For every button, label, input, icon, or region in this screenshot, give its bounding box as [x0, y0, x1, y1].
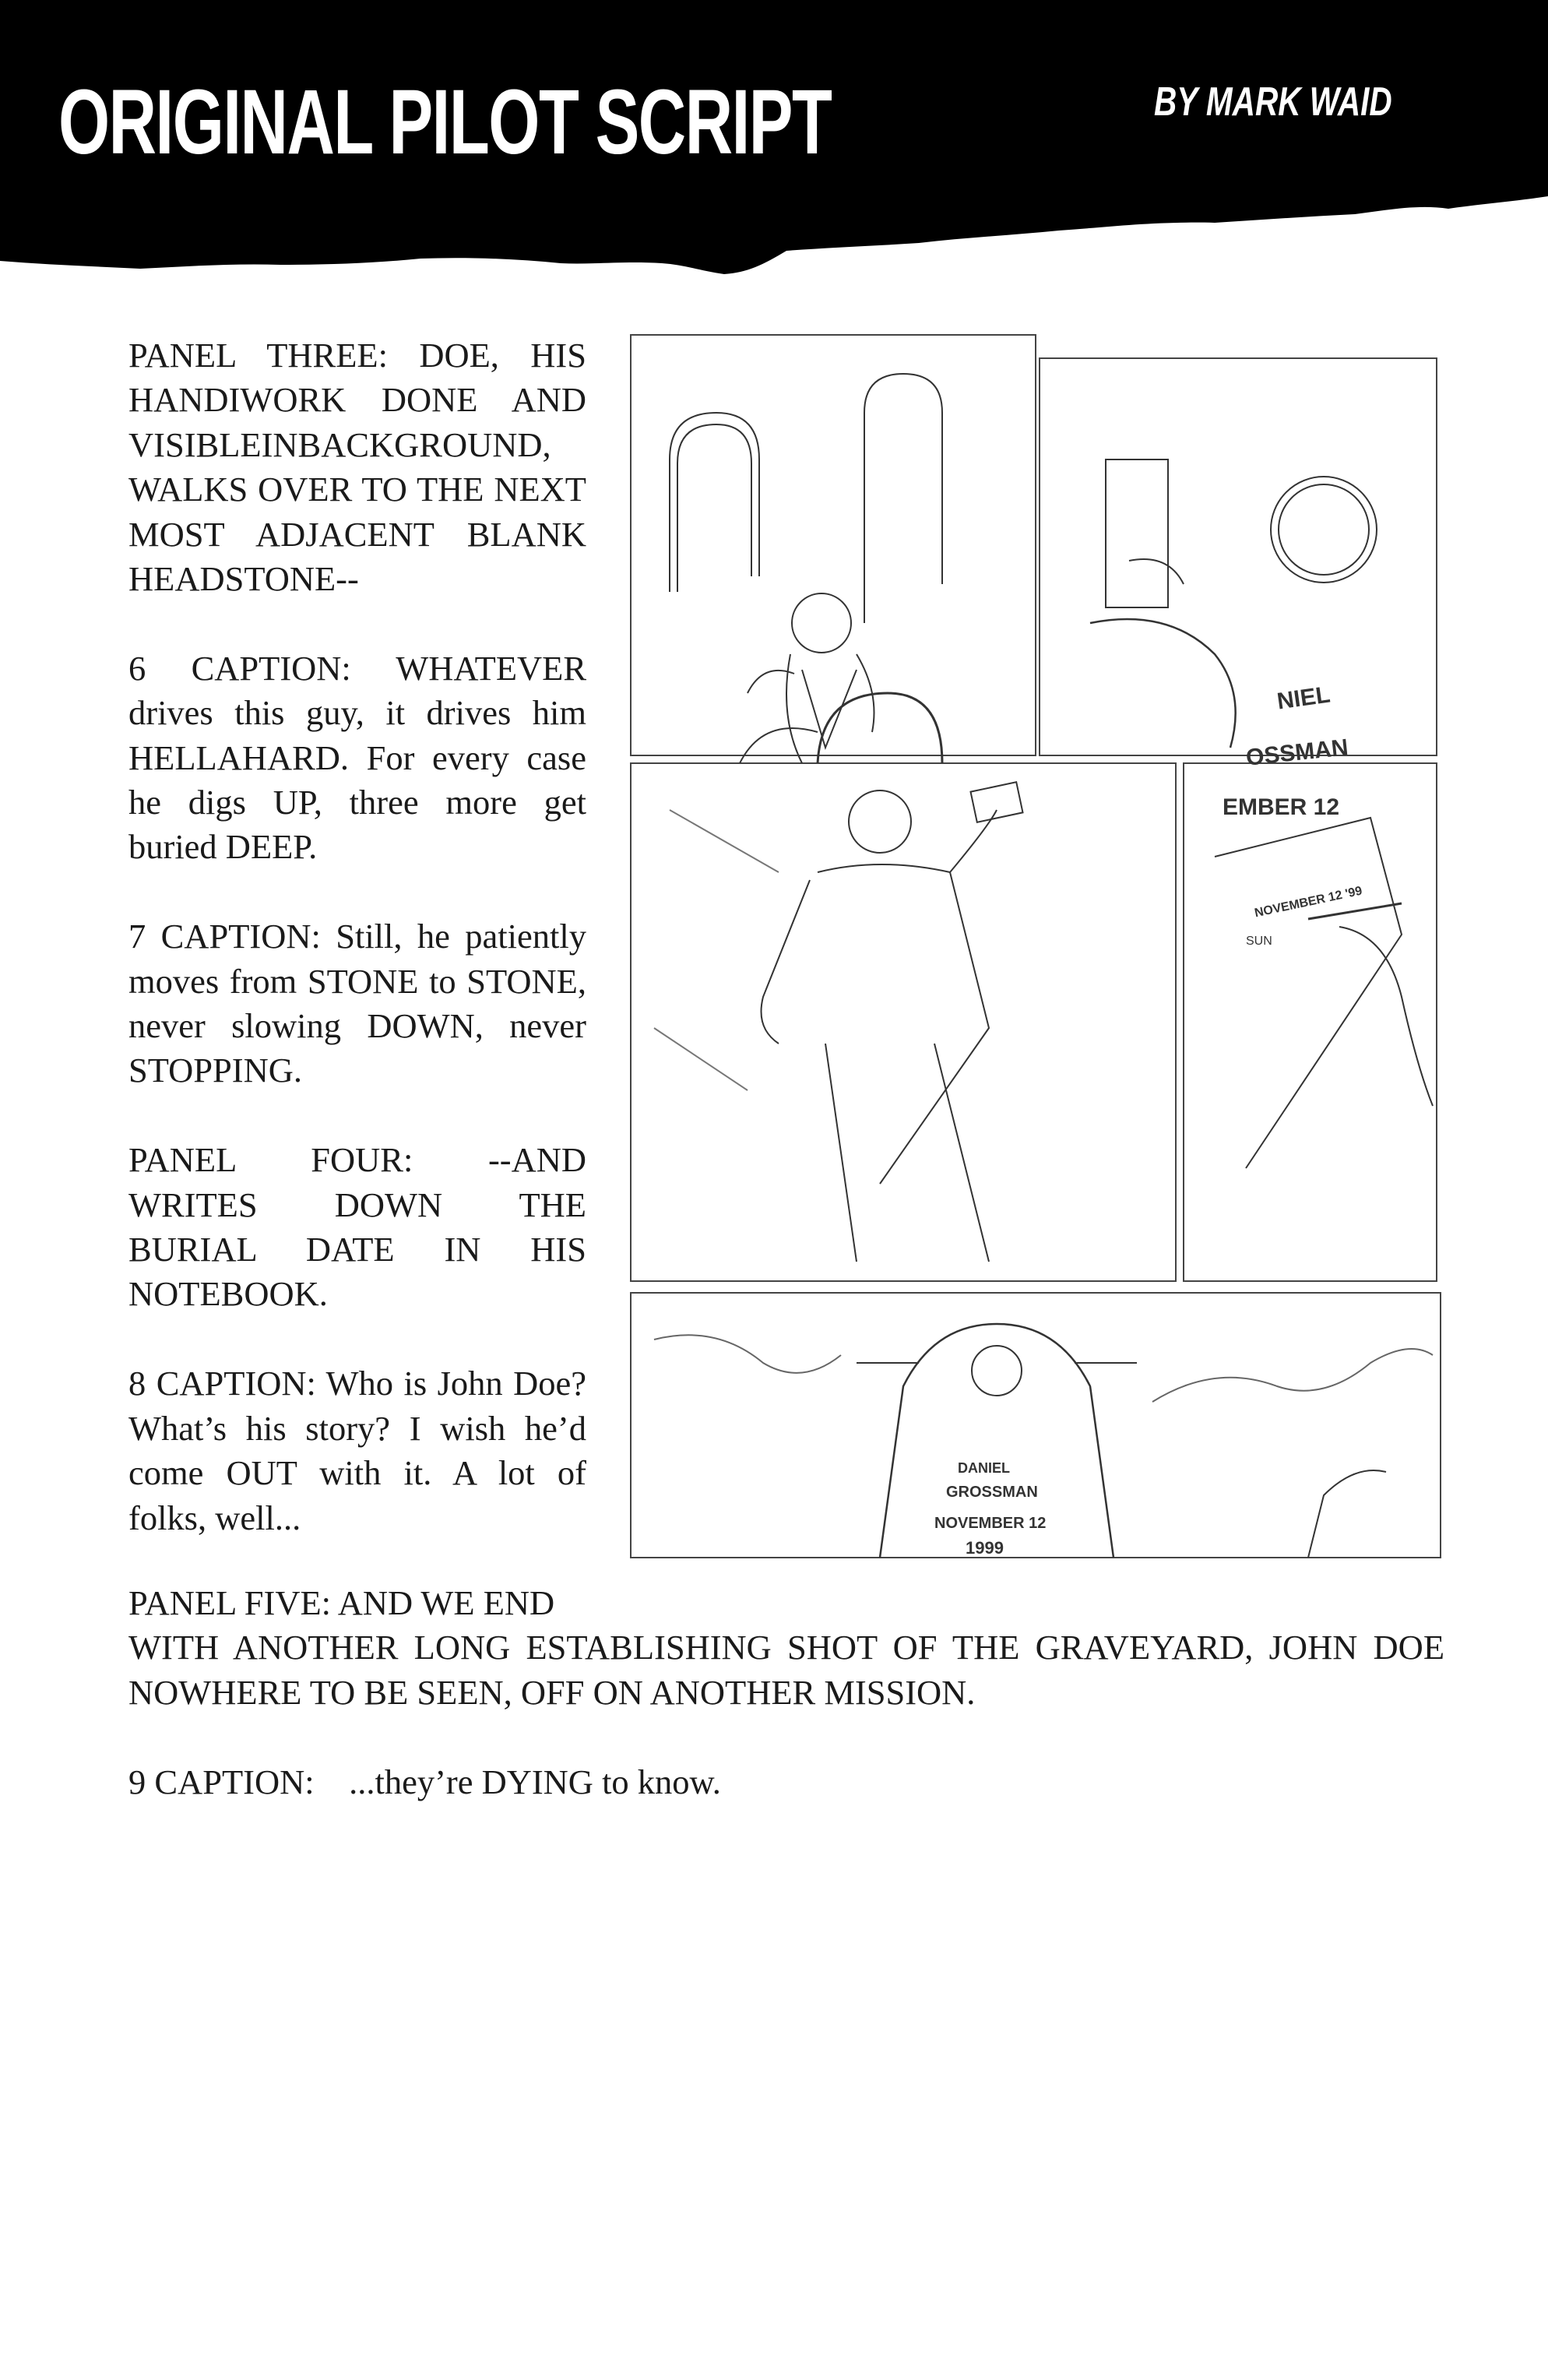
- script-full-width: [128, 1581, 1444, 1849]
- header-banner: [0, 0, 1548, 280]
- panel-five-line-2: WITH ANOTHER LONG ESTABLISHING SHOT OF THE GRAVEYARD, JOHN DOE NOWHERE TO BE SEEN, OFF ON ANOTHER MISSION.: [128, 1628, 1444, 1712]
- panel-four-direction: PANEL FOUR: --AND WRITES DOWN THE BURIAL DATE IN HIS NOTEBOOK.: [128, 1140, 586, 1314]
- caption-7: 7 CAPTION: Still, he patiently moves from STONE to STONE, never slowing DOWN, never STOPPING.: [128, 917, 586, 1090]
- panel-three-direction: PANEL THREE: DOE, HIS HANDIWORK DONE AND VISIBLEINBACKGROUND, WALKS OVER TO THE NEXT MOST ADJACENT BLANK HEADSTONE--: [128, 336, 586, 599]
- caption-9: 9 CAPTION: ...they’re DYING to know.: [128, 1762, 721, 1801]
- headstone-date-top: EMBER 12: [1223, 794, 1340, 820]
- headstone-name-top: NIEL: [1275, 681, 1332, 715]
- panel-five-line-1: PANEL FIVE: AND WE END: [128, 1583, 555, 1622]
- headstone-firstname: DANIEL: [958, 1460, 1010, 1476]
- script-column: [128, 333, 586, 1585]
- caption-8: 8 CAPTION: Who is John Doe? What’s his story? I wish he’d come OUT with it. A lot of folks, well...: [128, 1364, 586, 1537]
- headstone-surname-top: OSSMAN: [1244, 734, 1349, 771]
- headstone-lastname: GROSSMAN: [946, 1484, 1038, 1501]
- caption-6: 6 CAPTION: WHATEVER drives this guy, it drives him HELLAHARD. For every case he digs UP, three more get buried DEEP.: [128, 648, 586, 867]
- headstone-year: 1999: [966, 1538, 1004, 1558]
- notebook-date-text: NOVEMBER 12 '99: [1253, 884, 1363, 921]
- page-title: ORIGINAL PILOT SCRIPT: [58, 71, 832, 174]
- pencil-sketch-page: [623, 327, 1448, 1573]
- sketch-artwork: [623, 327, 1448, 1573]
- author-byline: BY MARK WAID: [1154, 79, 1392, 125]
- notebook-sun-text: SUN: [1246, 935, 1272, 948]
- headstone-date: NOVEMBER 12: [934, 1515, 1047, 1532]
